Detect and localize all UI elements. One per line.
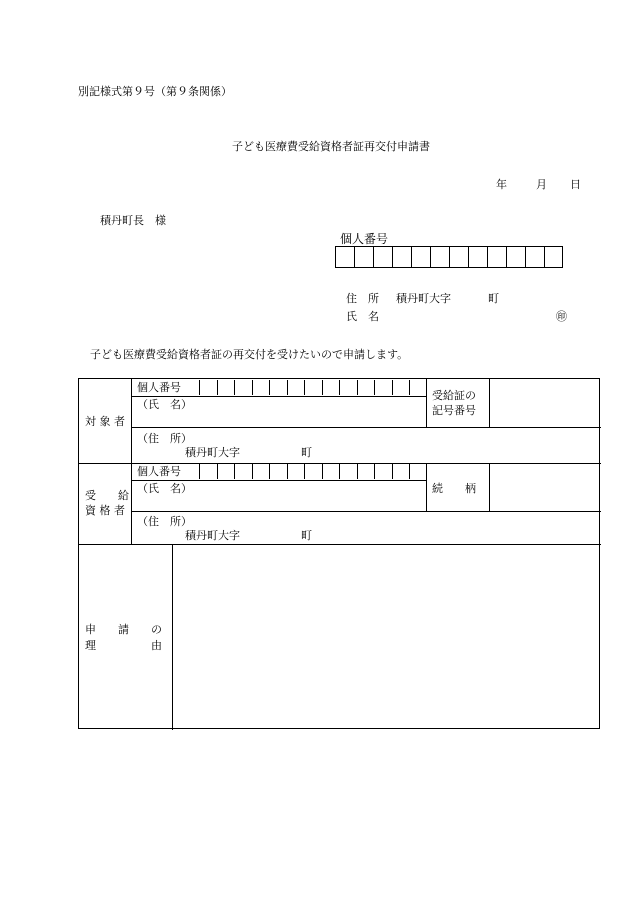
application-statement: 子ども医療費受給資格者証の再交付を受けたいので申請します。	[90, 348, 409, 361]
addressee: 積丹町長 様	[100, 214, 166, 227]
row-divider	[131, 427, 601, 428]
recipient-header-line2: 資 格 者	[85, 504, 125, 517]
column-divider	[489, 379, 490, 427]
digit-box[interactable]	[430, 246, 449, 268]
application-table	[78, 378, 600, 729]
digit-box[interactable]	[304, 380, 322, 395]
recipient-address-label: （住 所）	[137, 515, 192, 528]
applicant-address-town: 町	[488, 292, 499, 305]
reason-header-line2: 理 由	[85, 639, 162, 652]
column-divider	[489, 463, 490, 511]
date-year-label: 年	[496, 178, 507, 191]
reason-input-area[interactable]	[173, 545, 599, 728]
applicant-name-label: 氏 名	[346, 310, 379, 323]
date-month-label: 月	[536, 178, 547, 191]
row-divider	[131, 396, 426, 397]
digit-box[interactable]	[322, 464, 340, 479]
recipient-name-label: （氏 名）	[137, 482, 192, 495]
digit-box[interactable]	[392, 246, 411, 268]
digit-box[interactable]	[374, 464, 392, 479]
digit-box[interactable]	[217, 464, 235, 479]
applicant-address-label: 住 所	[346, 292, 379, 305]
digit-box[interactable]	[269, 380, 287, 395]
recipient-address-value[interactable]: 積丹町大字	[185, 529, 240, 542]
digit-box[interactable]	[506, 246, 525, 268]
digit-box[interactable]	[392, 380, 410, 395]
relation-label: 続 柄	[432, 482, 476, 495]
column-divider	[131, 379, 132, 544]
date-day-label: 日	[570, 178, 581, 191]
recipient-mynumber-boxes[interactable]	[199, 464, 427, 479]
digit-box[interactable]	[357, 380, 375, 395]
cert-number-label-line2: 記号番号	[432, 404, 476, 417]
recipient-address-town: 町	[301, 529, 312, 542]
digit-box[interactable]	[373, 246, 392, 268]
digit-box[interactable]	[234, 464, 252, 479]
digit-box[interactable]	[335, 246, 354, 268]
digit-box[interactable]	[449, 246, 468, 268]
digit-box[interactable]	[374, 380, 392, 395]
seal-mark: ㊞	[556, 310, 567, 323]
recipient-mynumber-label: 個人番号	[137, 465, 181, 478]
subject-address-label: （住 所）	[137, 432, 192, 445]
reason-header-line1: 申 請 の	[85, 623, 162, 636]
digit-box[interactable]	[354, 246, 373, 268]
digit-box[interactable]	[252, 380, 270, 395]
digit-box[interactable]	[304, 464, 322, 479]
applicant-mynumber-label: 個人番号	[340, 232, 389, 246]
digit-box[interactable]	[339, 380, 357, 395]
digit-box[interactable]	[392, 464, 410, 479]
subject-address-value[interactable]: 積丹町大字	[185, 446, 240, 459]
digit-box[interactable]	[409, 464, 427, 479]
digit-box[interactable]	[409, 380, 427, 395]
digit-box[interactable]	[544, 246, 563, 268]
digit-box[interactable]	[525, 246, 544, 268]
digit-box[interactable]	[339, 464, 357, 479]
digit-box[interactable]	[217, 380, 235, 395]
digit-box[interactable]	[322, 380, 340, 395]
recipient-header-line1: 受 給	[85, 489, 129, 502]
subject-mynumber-label: 個人番号	[137, 381, 181, 394]
digit-box[interactable]	[487, 246, 506, 268]
subject-name-label: （氏 名）	[137, 398, 192, 411]
digit-box[interactable]	[287, 380, 305, 395]
digit-box[interactable]	[199, 464, 217, 479]
subject-address-town: 町	[301, 446, 312, 459]
digit-box[interactable]	[269, 464, 287, 479]
digit-box[interactable]	[199, 380, 217, 395]
digit-box[interactable]	[234, 380, 252, 395]
form-title: 子ども医療費受給資格者証再交付申請書	[232, 140, 430, 153]
digit-box[interactable]	[287, 464, 305, 479]
digit-box[interactable]	[357, 464, 375, 479]
cert-number-label-line1: 受給証の	[432, 389, 476, 402]
subject-mynumber-boxes[interactable]	[199, 380, 427, 395]
applicant-address-value[interactable]: 積丹町大字	[396, 292, 451, 305]
applicant-mynumber-boxes[interactable]	[335, 246, 563, 268]
subject-header: 対 象 者	[85, 415, 125, 428]
row-divider	[131, 480, 426, 481]
digit-box[interactable]	[468, 246, 487, 268]
form-number: 別記様式第９号（第９条関係）	[78, 85, 232, 98]
digit-box[interactable]	[411, 246, 430, 268]
row-divider	[131, 511, 601, 512]
digit-box[interactable]	[252, 464, 270, 479]
